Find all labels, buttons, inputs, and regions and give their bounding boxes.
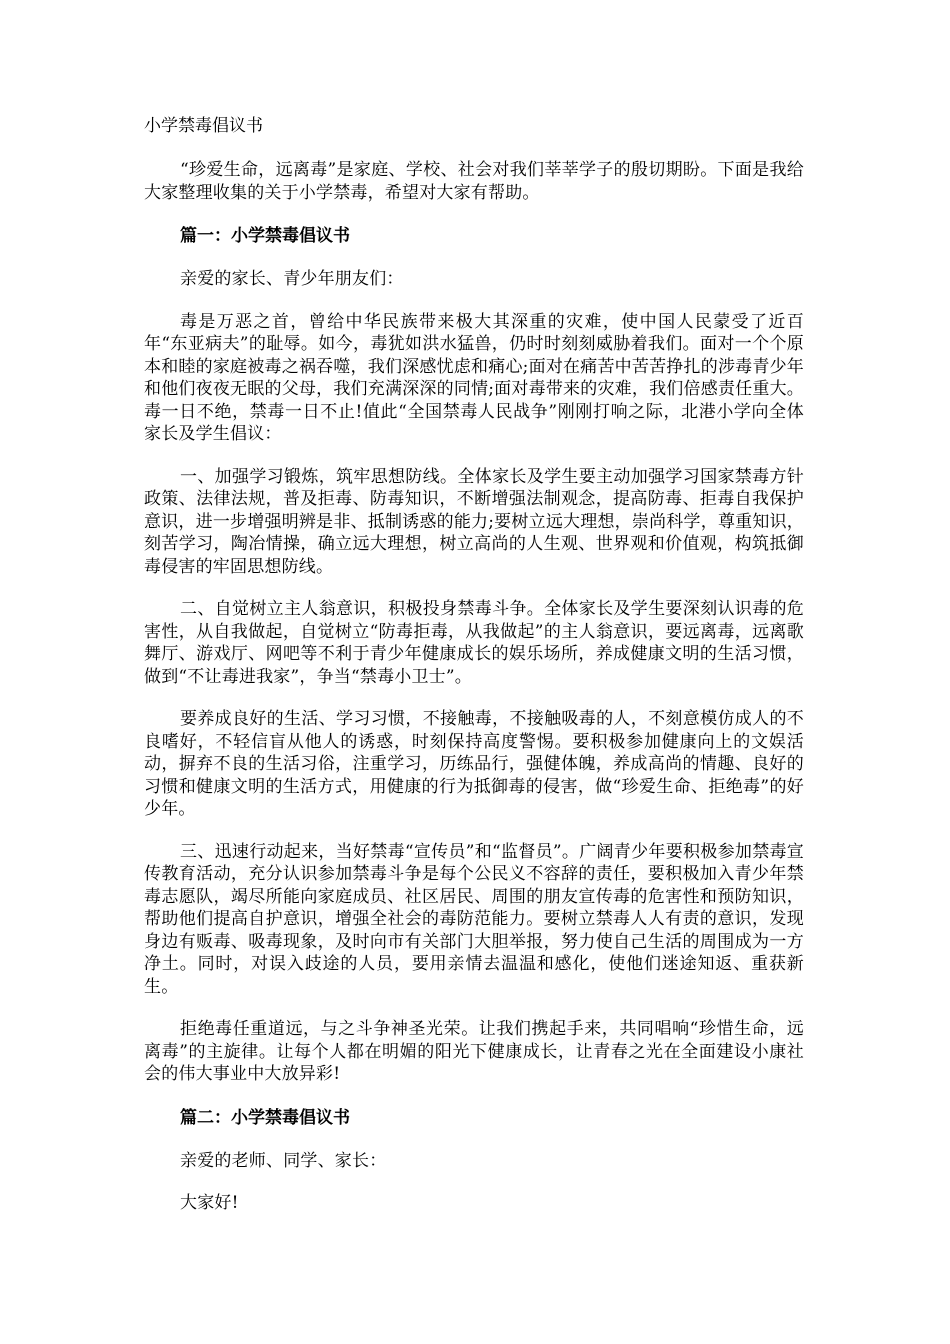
document-page: [144, 113, 804, 1235]
section-1-salutation: 亲爱的家长、青少年朋友们：: [180, 269, 404, 289]
intro-paragraph: “珍爱生命，远离毒”是家庭、学校、社会对我们莘莘学子的殷切期盼。下面是我给大家整理收集的关于小学禁毒，希望对大家有帮助。: [144, 160, 804, 203]
section-1-paragraph: 毒是万恶之首，曾给中华民族带来极大其深重的灾难，使中国人民蒙受了近百年“东亚病夫”的耻辱。如今，毒犹如洪水猛兽，仍时时刻刻威胁着我们。面对一个个原本和睦的家庭被毒之祸吞噬，我们深感忧虑和痛心;面对在痛苦中苦苦挣扎的涉毒青少年和他们夜夜无眠的父母，我们充满深深的同情;面对毒带来的灾难，我们倍感责任重大。毒一日不绝，禁毒一日不止!值此“全国禁毒人民战争”刚刚打响之际，北港小学向全体家长及学生倡议：: [144, 311, 804, 444]
section-2-salutation: 亲爱的老师、同学、家长：: [180, 1150, 387, 1171]
section-1-paragraph: 拒绝毒任重道远，与之斗争神圣光荣。让我们携起手来，共同唱响“珍惜生命，远离毒”的主旋律。让每个人都在明媚的阳光下健康成长，让青春之光在全面建设小康社会的伟大事业中大放异彩!: [144, 1019, 804, 1084]
section-1-paragraph: 三、迅速行动起来，当好禁毒“宣传员”和“监督员”。广阔青少年要积极参加禁毒宣传教育活动，充分认识参加禁毒斗争是每个公民义不容辞的责任，要积极加入青少年禁毒志愿队，竭尽所能向家庭成员、社区居民、周围的朋友宣传毒的危害性和预防知识，帮助他们提高自护意识，增强全社会的毒防范能力。要树立禁毒人人有责的意识，发现身边有贩毒、吸毒现象，及时向市有关部门大胆举报，努力使自己生活的周围成为一方净土。同时，对误入歧途的人员，要用亲情去温温和感化，使他们迷途知返、重获新生。: [144, 841, 804, 997]
section-1-paragraph: 二、自觉树立主人翁意识，积极投身禁毒斗争。全体家长及学生要深刻认识毒的危害性，从自我做起，自觉树立“防毒拒毒，从我做起”的主人翁意识，要远离毒，远离歌舞厅、游戏厅、网吧等不利于青少年健康成长的娱乐场所，养成健康文明的生活习惯，做到“不让毒进我家”，争当“禁毒小卫士”。: [144, 599, 804, 687]
section-1-paragraph: 要养成良好的生活、学习习惯，不接触毒，不接触吸毒的人，不刻意模仿成人的不良嗜好，不轻信盲从他人的诱惑，时刻保持高度警惕。要积极参加健康向上的文娱活动，摒弃不良的生活习俗，注重学习，历练品行，强健体魄，养成高尚的情趣、良好的习惯和健康文明的生活方式，用健康的行为抵御毒的侵害，做“珍爱生命、拒绝毒”的好少年。: [144, 709, 804, 819]
section-1-paragraph: 一、加强学习锻炼，筑牢思想防线。全体家长及学生要主动加强学习国家禁毒方针政策、法律法规，普及拒毒、防毒知识，不断增强法制观念，提高防毒、拒毒自我保护意识，进一步增强明辨是非、抵制诱惑的能力;要树立远大理想，崇尚科学，尊重知识，刻苦学习，陶冶情操，确立远大理想，树立高尚的人生观、世界观和价值观，构筑抵御毒侵害的牢固思想防线。: [144, 466, 804, 577]
section-1-heading: 篇一：小学禁毒倡议书: [180, 226, 350, 246]
section-2-greeting: 大家好!: [180, 1193, 239, 1213]
document-title: 小学禁毒倡议书: [144, 116, 263, 136]
section-2-heading: 篇二：小学禁毒倡议书: [180, 1107, 350, 1128]
